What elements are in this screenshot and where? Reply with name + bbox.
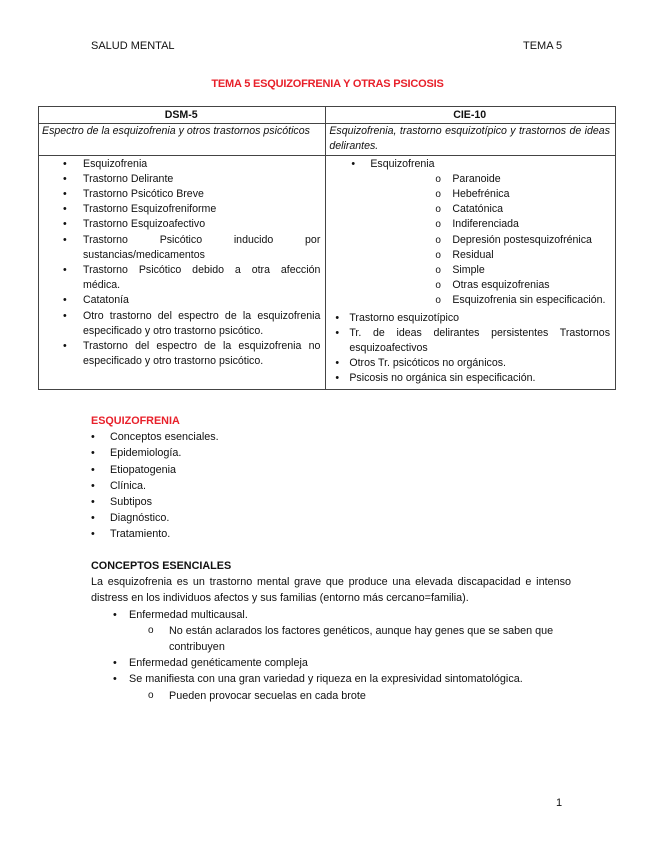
list-item (329, 157, 610, 309)
esquizofrenia-section (91, 413, 571, 543)
page-number: 1 (556, 797, 563, 809)
cie-subtype-list (370, 172, 610, 309)
list-item: • Epidemiología. (91, 445, 571, 461)
cie-main-item: Esquizofrenia (370, 157, 435, 170)
conceptos-heading: CONCEPTOS ESENCIALES (91, 560, 232, 572)
cie-list (329, 157, 610, 309)
concept-sublist-1 (129, 623, 571, 655)
list-item: • Trastorno Psicótico Breve (42, 187, 320, 202)
list-item: • Tratamiento. (91, 526, 571, 542)
dsm-subtitle: Espectro de la esquizofrenia y otros trastornos psicóticos (42, 125, 310, 138)
topics-list (91, 429, 571, 542)
list-item (91, 607, 571, 656)
list-item: • Trastorno Delirante (42, 172, 320, 187)
list-item: o Esquizofrenia sin especificación. (370, 293, 610, 308)
list-item: • Conceptos esenciales. (91, 429, 571, 445)
document-title: TEMA 5 ESQUIZOFRENIA Y OTRAS PSICOSIS (211, 78, 444, 90)
list-item: • Trastorno Esquizofreniforme (42, 202, 320, 217)
dsm-subtitle-cell (39, 124, 326, 155)
conceptos-paragraph: La esquizofrenia es un trastorno mental grave que produce una elevada discapacidad e intenso distress en los individuos afectos y sus familias (entorno más cercano=familia). (91, 576, 571, 605)
list-item: • Enfermedad genéticamente compleja (91, 655, 571, 671)
list-item: o Pueden provocar secuelas en cada brote (129, 688, 571, 704)
conceptos-section (91, 558, 571, 704)
list-item: • Otros Tr. psicóticos no orgánicos. (329, 356, 610, 371)
header-right: TEMA 5 (523, 40, 563, 52)
list-item: o No están aclarados los factores genéticos, aunque hay genes que se saben que contribuyen (129, 623, 571, 655)
header-left: SALUD MENTAL (91, 40, 175, 52)
list-item: o Simple (370, 263, 610, 278)
esquizofrenia-heading: ESQUIZOFRENIA (91, 415, 180, 427)
dsm-list (42, 157, 320, 370)
list-item: • Otro trastorno del espectro de la esquizofrenia especificado y otro trastorno psicótico. (42, 309, 320, 339)
list-item: o Catatónica (370, 202, 610, 217)
list-item: • Catatonía (42, 293, 320, 308)
list-item: • Subtipos (91, 494, 571, 510)
cie-heading: CIE-10 (326, 107, 616, 124)
list-item: • Clínica. (91, 478, 571, 494)
list-item (91, 671, 571, 703)
list-item: • Trastorno Psicótico debido a otra afección médica. (42, 263, 320, 293)
list-item: • Esquizofrenia (42, 157, 320, 172)
list-item: • Trastorno del espectro de la esquizofrenia no especificado y otro trastorno psicótico. (42, 339, 320, 369)
list-item: o Paranoide (370, 172, 610, 187)
comparison-table (38, 106, 616, 390)
list-item: o Residual (370, 248, 610, 263)
list-item: o Hebefrénica (370, 187, 610, 202)
list-item: • Trastorno esquizotípico (329, 311, 610, 326)
list-item: o Indiferenciada (370, 217, 610, 232)
list-item: • Tr. de ideas delirantes persistentes Trastornos esquizoafectivos (329, 326, 610, 356)
concept-bullet-1: Enfermedad multicausal. (129, 608, 248, 621)
cie-other-list (329, 311, 610, 387)
conceptos-list (91, 607, 571, 704)
list-item: o Depresión postesquizofrénica (370, 233, 610, 248)
dsm-heading: DSM-5 (39, 107, 326, 124)
list-item: • Trastorno Esquizoafectivo (42, 217, 320, 232)
cie-subtitle-cell (326, 124, 616, 155)
dsm-list-cell (39, 155, 326, 389)
list-item: • Diagnóstico. (91, 510, 571, 526)
concept-sublist-3 (129, 688, 571, 704)
list-item: • Etiopatogenia (91, 462, 571, 478)
list-item: • Psicosis no orgánica sin especificación. (329, 371, 610, 386)
list-item: • Trastorno Psicótico inducido por sustancias/medicamentos (42, 233, 320, 263)
concept-bullet-3: Se manifiesta con una gran variedad y riqueza en la expresividad sintomatológica. (129, 673, 523, 686)
cie-list-cell (326, 155, 616, 389)
cie-subtitle: Esquizofrenia, trastorno esquizotípico y trastornos de ideas delirantes. (329, 125, 610, 153)
list-item: o Otras esquizofrenias (370, 278, 610, 293)
